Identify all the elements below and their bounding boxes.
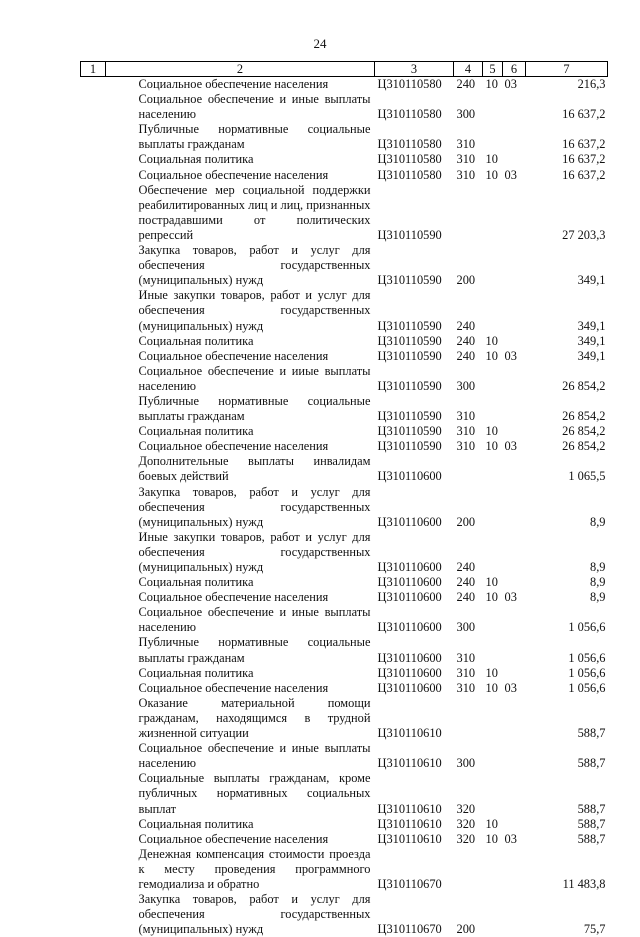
subsection-cell: [503, 741, 526, 771]
expense-type-cell: 320: [454, 832, 483, 847]
subsection-cell: 03: [503, 681, 526, 696]
item-name-cell: Социальное обеспечение населения: [106, 681, 375, 696]
item-name-cell: Социальная политика: [106, 817, 375, 832]
section-cell: 10: [483, 666, 503, 681]
target-code-cell: Ц310110610: [375, 696, 454, 741]
expense-type-cell: 310: [454, 424, 483, 439]
item-name-cell: Социальная политика: [106, 152, 375, 167]
subsection-cell: [503, 696, 526, 741]
item-name-cell: Дополнительные выплаты инвалидам боевых действий: [106, 454, 375, 484]
amount-cell: 11 483,8: [526, 847, 608, 892]
subsection-cell: [503, 424, 526, 439]
section-cell: [483, 741, 503, 771]
expense-type-cell: 320: [454, 817, 483, 832]
target-code-cell: Ц310110610: [375, 832, 454, 847]
item-name-cell: Публичные нормативные социальные выплаты гражданам: [106, 122, 375, 152]
amount-cell: 26 854,2: [526, 364, 608, 394]
row-index-cell: [81, 122, 106, 152]
row-index-cell: [81, 439, 106, 454]
table-row: [81, 349, 608, 364]
amount-cell: 588,7: [526, 741, 608, 771]
target-code-cell: Ц310110590: [375, 183, 454, 243]
header-col-7: 7: [526, 62, 608, 77]
target-code-cell: Ц310110590: [375, 394, 454, 424]
target-code-cell: Ц310110600: [375, 575, 454, 590]
table-row: [81, 681, 608, 696]
target-code-cell: Ц310110590: [375, 288, 454, 333]
subsection-cell: [503, 152, 526, 167]
table-row: [81, 77, 608, 93]
expense-type-cell: 300: [454, 92, 483, 122]
row-index-cell: [81, 817, 106, 832]
row-index-cell: [81, 183, 106, 243]
item-name-cell: Социальное обеспечение населения: [106, 349, 375, 364]
section-cell: [483, 394, 503, 424]
amount-cell: 1 056,6: [526, 605, 608, 635]
table-row: [81, 364, 608, 394]
target-code-cell: Ц310110580: [375, 92, 454, 122]
amount-cell: 1 056,6: [526, 666, 608, 681]
table-row: [81, 590, 608, 605]
row-index-cell: [81, 92, 106, 122]
table-row: [81, 530, 608, 575]
section-cell: 10: [483, 349, 503, 364]
item-name-cell: Социальные выплаты гражданам, кроме публичных нормативных социальных выплат: [106, 771, 375, 816]
amount-cell: 26 854,2: [526, 394, 608, 424]
amount-cell: 588,7: [526, 771, 608, 816]
section-cell: [483, 847, 503, 892]
table-row: [81, 334, 608, 349]
target-code-cell: Ц310110580: [375, 122, 454, 152]
target-code-cell: Ц310110580: [375, 77, 454, 93]
target-code-cell: Ц310110590: [375, 349, 454, 364]
subsection-cell: [503, 771, 526, 816]
table-row: [81, 575, 608, 590]
section-cell: [483, 243, 503, 288]
section-cell: [483, 635, 503, 665]
expense-type-cell: 310: [454, 681, 483, 696]
row-index-cell: [81, 635, 106, 665]
subsection-cell: [503, 635, 526, 665]
item-name-cell: Закупка товаров, работ и услуг для обеспечения государственных (муниципальных) нужд: [106, 892, 375, 937]
row-index-cell: [81, 349, 106, 364]
target-code-cell: Ц310110610: [375, 817, 454, 832]
header-col-4: 4: [454, 62, 483, 77]
table-row: [81, 771, 608, 816]
table-row: [81, 635, 608, 665]
expense-type-cell: 200: [454, 892, 483, 937]
section-cell: 10: [483, 575, 503, 590]
expense-type-cell: 310: [454, 394, 483, 424]
table-row: [81, 122, 608, 152]
target-code-cell: Ц310110610: [375, 771, 454, 816]
subsection-cell: [503, 530, 526, 575]
target-code-cell: Ц310110670: [375, 892, 454, 937]
item-name-cell: Социальное обеспечение и иные выплаты населению: [106, 92, 375, 122]
header-col-1: 1: [81, 62, 106, 77]
subsection-cell: 03: [503, 349, 526, 364]
subsection-cell: [503, 243, 526, 288]
section-cell: [483, 183, 503, 243]
subsection-cell: [503, 817, 526, 832]
expense-type-cell: 310: [454, 152, 483, 167]
item-name-cell: Публичные нормативные социальные выплаты гражданам: [106, 394, 375, 424]
target-code-cell: Ц310110590: [375, 424, 454, 439]
expense-type-cell: 200: [454, 485, 483, 530]
item-name-cell: Закупка товаров, работ и услуг для обеспечения государственных (муниципальных) нужд: [106, 243, 375, 288]
subsection-cell: 03: [503, 168, 526, 183]
row-index-cell: [81, 741, 106, 771]
header-col-2: 2: [106, 62, 375, 77]
page-number: 24: [0, 36, 640, 52]
subsection-cell: 03: [503, 77, 526, 93]
row-index-cell: [81, 77, 106, 93]
item-name-cell: Иные закупки товаров, работ и услуг для обеспечения государственных (муниципальных) нужд: [106, 530, 375, 575]
section-cell: 10: [483, 424, 503, 439]
item-name-cell: Социальное обеспечение населения: [106, 439, 375, 454]
header-col-3: 3: [375, 62, 454, 77]
row-index-cell: [81, 892, 106, 937]
section-cell: 10: [483, 817, 503, 832]
row-index-cell: [81, 696, 106, 741]
section-cell: [483, 771, 503, 816]
subsection-cell: 03: [503, 590, 526, 605]
row-index-cell: [81, 394, 106, 424]
table-row: [81, 847, 608, 892]
table-row: [81, 454, 608, 484]
expense-type-cell: 240: [454, 288, 483, 333]
row-index-cell: [81, 681, 106, 696]
row-index-cell: [81, 152, 106, 167]
expense-type-cell: 310: [454, 168, 483, 183]
row-index-cell: [81, 605, 106, 635]
section-cell: 10: [483, 168, 503, 183]
row-index-cell: [81, 666, 106, 681]
table-row: [81, 817, 608, 832]
section-cell: [483, 92, 503, 122]
amount-cell: 8,9: [526, 590, 608, 605]
subsection-cell: [503, 575, 526, 590]
item-name-cell: Социальная политика: [106, 334, 375, 349]
table-row: [81, 832, 608, 847]
item-name-cell: Закупка товаров, работ и услуг для обеспечения государственных (муниципальных) нужд: [106, 485, 375, 530]
amount-cell: 349,1: [526, 243, 608, 288]
amount-cell: 26 854,2: [526, 424, 608, 439]
section-cell: 10: [483, 152, 503, 167]
item-name-cell: Социальная политика: [106, 424, 375, 439]
amount-cell: 1 056,6: [526, 635, 608, 665]
section-cell: [483, 122, 503, 152]
target-code-cell: Ц310110600: [375, 666, 454, 681]
budget-table: [80, 61, 608, 937]
amount-cell: 8,9: [526, 485, 608, 530]
item-name-cell: Денежная компенсация стоимости проезда к месту проведения программного гемодиализа и обратно: [106, 847, 375, 892]
table-header: [81, 62, 608, 77]
row-index-cell: [81, 243, 106, 288]
table-row: [81, 696, 608, 741]
expense-type-cell: 300: [454, 605, 483, 635]
section-cell: [483, 454, 503, 484]
target-code-cell: Ц310110590: [375, 439, 454, 454]
subsection-cell: [503, 666, 526, 681]
amount-cell: 1 065,5: [526, 454, 608, 484]
amount-cell: 216,3: [526, 77, 608, 93]
subsection-cell: [503, 288, 526, 333]
expense-type-cell: 240: [454, 575, 483, 590]
item-name-cell: Социальное обеспечение населения: [106, 832, 375, 847]
section-cell: [483, 696, 503, 741]
item-name-cell: Оказание материальной помощи гражданам, находящимся в трудной жизненной ситуации: [106, 696, 375, 741]
item-name-cell: Социальное обеспечение и ииые выплаты населению: [106, 364, 375, 394]
section-cell: 10: [483, 77, 503, 93]
table-row: [81, 183, 608, 243]
target-code-cell: Ц310110600: [375, 530, 454, 575]
table-row: [81, 666, 608, 681]
amount-cell: 8,9: [526, 530, 608, 575]
subsection-cell: [503, 847, 526, 892]
item-name-cell: Иные закупки товаров, работ и услуг для обеспечения государственных (муниципальных) нужд: [106, 288, 375, 333]
target-code-cell: Ц310110580: [375, 152, 454, 167]
row-index-cell: [81, 771, 106, 816]
item-name-cell: Социальное обеспечение населения: [106, 168, 375, 183]
amount-cell: 588,7: [526, 696, 608, 741]
item-name-cell: Обеспечение мер социальной поддержки реабилитированных лиц и лиц, признанных пострадавшими от политических репрессий: [106, 183, 375, 243]
table-row: [81, 394, 608, 424]
table-row: [81, 168, 608, 183]
row-index-cell: [81, 424, 106, 439]
section-cell: [483, 288, 503, 333]
subsection-cell: [503, 605, 526, 635]
target-code-cell: Ц310110580: [375, 168, 454, 183]
section-cell: [483, 485, 503, 530]
row-index-cell: [81, 575, 106, 590]
table-row: [81, 92, 608, 122]
expense-type-cell: 240: [454, 530, 483, 575]
row-index-cell: [81, 288, 106, 333]
amount-cell: 26 854,2: [526, 439, 608, 454]
expense-type-cell: 320: [454, 771, 483, 816]
target-code-cell: Ц310110590: [375, 243, 454, 288]
subsection-cell: [503, 394, 526, 424]
row-index-cell: [81, 847, 106, 892]
row-index-cell: [81, 334, 106, 349]
section-cell: [483, 530, 503, 575]
table-row: [81, 288, 608, 333]
amount-cell: 349,1: [526, 349, 608, 364]
row-index-cell: [81, 485, 106, 530]
expense-type-cell: 300: [454, 364, 483, 394]
expense-type-cell: 240: [454, 349, 483, 364]
expense-type-cell: 200: [454, 243, 483, 288]
amount-cell: 27 203,3: [526, 183, 608, 243]
expense-type-cell: 240: [454, 77, 483, 93]
table-row: [81, 605, 608, 635]
expense-type-cell: 310: [454, 122, 483, 152]
expense-type-cell: 240: [454, 590, 483, 605]
section-cell: [483, 892, 503, 937]
amount-cell: 16 637,2: [526, 168, 608, 183]
row-index-cell: [81, 590, 106, 605]
row-index-cell: [81, 832, 106, 847]
amount-cell: 16 637,2: [526, 152, 608, 167]
amount-cell: 8,9: [526, 575, 608, 590]
expense-type-cell: 310: [454, 439, 483, 454]
target-code-cell: Ц310110590: [375, 364, 454, 394]
item-name-cell: Социальная политика: [106, 575, 375, 590]
amount-cell: 16 637,2: [526, 92, 608, 122]
target-code-cell: Ц310110600: [375, 681, 454, 696]
amount-cell: 75,7: [526, 892, 608, 937]
amount-cell: 1 056,6: [526, 681, 608, 696]
table-row: [81, 243, 608, 288]
target-code-cell: Ц310110600: [375, 590, 454, 605]
expense-type-cell: [454, 696, 483, 741]
target-code-cell: Ц310110590: [375, 334, 454, 349]
item-name-cell: Социальное обеспечение и иные выплаты населению: [106, 605, 375, 635]
table-row: [81, 439, 608, 454]
expense-type-cell: [454, 454, 483, 484]
header-col-5: 5: [483, 62, 503, 77]
subsection-cell: 03: [503, 832, 526, 847]
table-row: [81, 892, 608, 937]
target-code-cell: Ц310110600: [375, 635, 454, 665]
table-row: [81, 741, 608, 771]
table-row: [81, 485, 608, 530]
target-code-cell: Ц310110670: [375, 847, 454, 892]
target-code-cell: Ц310110600: [375, 485, 454, 530]
section-cell: [483, 605, 503, 635]
amount-cell: 349,1: [526, 334, 608, 349]
amount-cell: 588,7: [526, 832, 608, 847]
row-index-cell: [81, 168, 106, 183]
item-name-cell: Социальное обеспечение и иные выплаты населению: [106, 741, 375, 771]
expense-type-cell: [454, 183, 483, 243]
item-name-cell: Социальное обеспечение населения: [106, 590, 375, 605]
target-code-cell: Ц310110610: [375, 741, 454, 771]
section-cell: 10: [483, 439, 503, 454]
subsection-cell: 03: [503, 439, 526, 454]
amount-cell: 349,1: [526, 288, 608, 333]
item-name-cell: Публичные нормативные социальные выплаты гражданам: [106, 635, 375, 665]
expense-type-cell: 240: [454, 334, 483, 349]
section-cell: 10: [483, 334, 503, 349]
section-cell: 10: [483, 832, 503, 847]
amount-cell: 588,7: [526, 817, 608, 832]
target-code-cell: Ц310110600: [375, 454, 454, 484]
subsection-cell: [503, 892, 526, 937]
header-col-6: 6: [503, 62, 526, 77]
item-name-cell: Социальное обеспечение населения: [106, 77, 375, 93]
expense-type-cell: 310: [454, 635, 483, 665]
row-index-cell: [81, 530, 106, 575]
subsection-cell: [503, 334, 526, 349]
section-cell: 10: [483, 681, 503, 696]
expense-type-cell: 300: [454, 741, 483, 771]
subsection-cell: [503, 122, 526, 152]
section-cell: 10: [483, 590, 503, 605]
table-body: [81, 77, 608, 937]
subsection-cell: [503, 364, 526, 394]
expense-type-cell: 310: [454, 666, 483, 681]
subsection-cell: [503, 454, 526, 484]
target-code-cell: Ц310110600: [375, 605, 454, 635]
subsection-cell: [503, 92, 526, 122]
subsection-cell: [503, 485, 526, 530]
amount-cell: 16 637,2: [526, 122, 608, 152]
row-index-cell: [81, 454, 106, 484]
expense-type-cell: [454, 847, 483, 892]
section-cell: [483, 364, 503, 394]
item-name-cell: Социальная политика: [106, 666, 375, 681]
table-row: [81, 424, 608, 439]
row-index-cell: [81, 364, 106, 394]
subsection-cell: [503, 183, 526, 243]
table-row: [81, 152, 608, 167]
